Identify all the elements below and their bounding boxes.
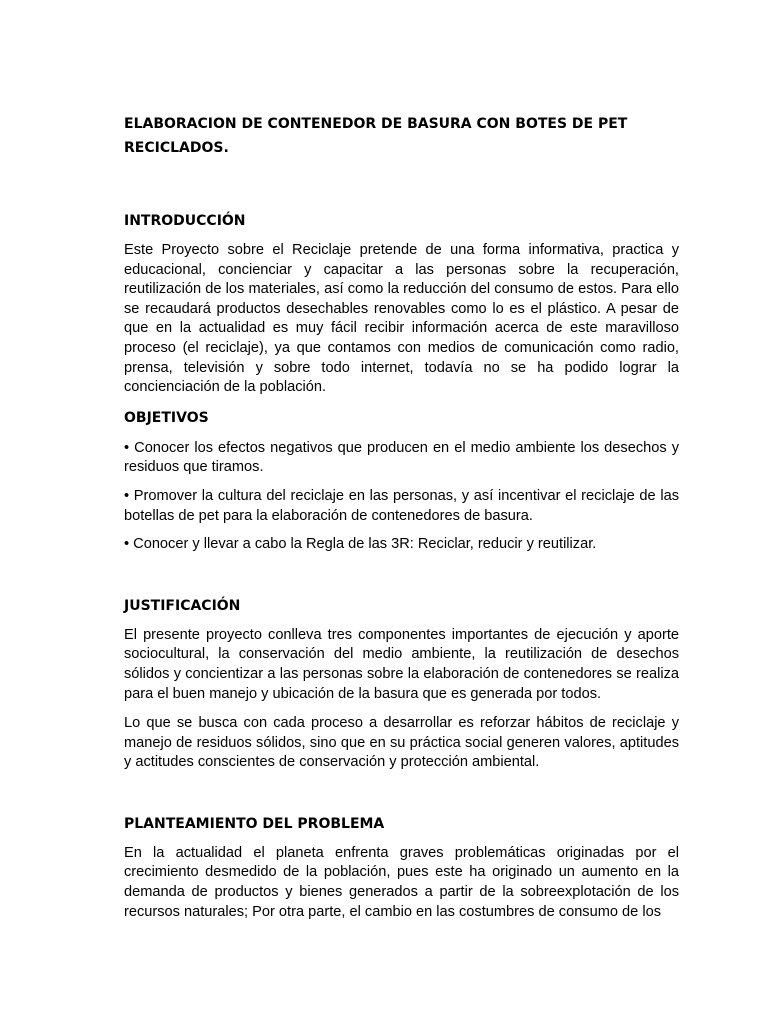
- document-title: [124, 112, 679, 160]
- document-title-line-1: ELABORACION DE CONTENEDOR DE BASURA CON BOTES DE PET: [124, 116, 628, 132]
- planteamiento-paragraph: En la actualidad el planeta enfrenta graves problemáticas originadas por el crecimiento desmedido de la población, pues este ha originado un aumento en la demanda de productos y bienes generados a partir de la sobreexplotación de los recursos naturales; Por otra parte, el cambio en las costumbres de consumo de los: [124, 844, 679, 920]
- introduccion-paragraph: Este Proyecto sobre el Reciclaje pretende de una forma informativa, practica y educacional, concienciar y capacitar a las personas sobre la recuperación, reutilización de los materiales, así como la reducción del consumo de estos. Para ello se recaudará productos desechables renovables como lo es el plástico. A pesar de que en la actualidad es muy fácil recibir información acerca de este maravilloso proceso (el reciclaje), ya que contamos con medios de comunicación como radio, prensa, televisión y sobre todo internet, todavía no se ha podido lograr la concienciación de la población.: [124, 242, 679, 396]
- planteamiento-heading: PLANTEAMIENTO DEL PROBLEMA: [124, 815, 385, 832]
- document-body: [124, 112, 679, 922]
- objetivo-item: • Conocer y llevar a cabo la Regla de las 3R: Reciclar, reducir y reutilizar.: [124, 536, 597, 553]
- justificacion-paragraph: Lo que se busca con cada proceso a desarrollar es reforzar hábitos de reciclaje y manejo de residuos sólidos, sino que en su práctica social generen valores, aptitudes y actitudes conscientes de conservación y protección ambiental.: [124, 715, 679, 771]
- justificacion-paragraph: El presente proyecto conlleva tres componentes importantes de ejecución y aporte sociocultural, la conservación del medio ambiente, la reutilización de desechos sólidos y concientizar a las personas sobre la elaboración de contenedores se realiza para el buen manejo y ubicación de la basura que es generada por todos.: [124, 626, 679, 702]
- document-title-line-2: RECICLADOS.: [124, 140, 229, 156]
- introduccion-heading: INTRODUCCIÓN: [124, 213, 246, 229]
- objetivo-item: • Conocer los efectos negativos que producen en el medio ambiente los desechos y residuos que tiramos.: [124, 439, 679, 476]
- objetivo-item: • Promover la cultura del reciclaje en las personas, y así incentivar el reciclaje de las botellas de pet para la elaboración de contenedores de basura.: [124, 487, 679, 524]
- objetivos-heading: OBJETIVOS: [124, 409, 209, 426]
- justificacion-heading: JUSTIFICACIÓN: [124, 597, 241, 614]
